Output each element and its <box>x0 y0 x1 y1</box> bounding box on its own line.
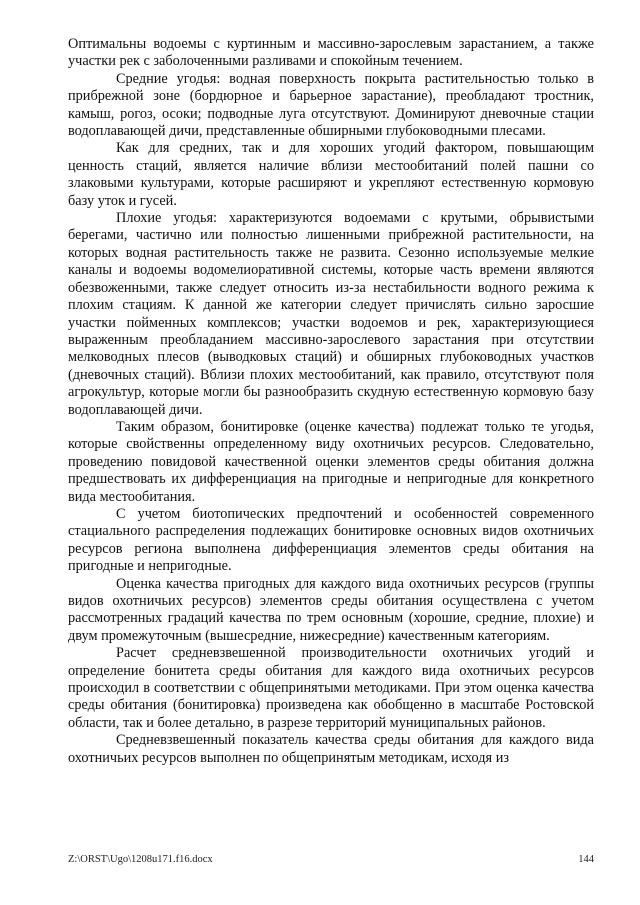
paragraph: Средние угодья: водная поверхность покрыта растительностью только в прибрежной зоне (бордюрное и барьерное зарастание), преобладают тростник, камыш, рогоз, осоки; подводные луга отсутствуют. Доминируют дневочные стации водоплавающей дичи, представленные обширными глубоководными плесами. <box>68 70 594 140</box>
paragraph: Таким образом, бонитировке (оценке качества) подлежат только те угодья, которые свойственны определенному виду охотничьих ресурсов. Следовательно, проведению повидовой качественной оценки элементов среды обитания должна предшествовать их дифференциация на пригодные и непригодные для конкретного вида местообитания. <box>68 418 594 505</box>
document-body <box>68 36 594 767</box>
page-number: 144 <box>578 854 594 865</box>
paragraph: Расчет средневзвешенной производительности охотничьих угодий и определение бонитета среды обитания для каждого вида охотничьих ресурсов происходил в соответствии с общепринятыми методиками. При этом оценка качества среды обитания (бонитировка) произведена как обобщенно в масштабе Ростовской области, так и более детально, в разрезе территорий муниципальных районов. <box>68 645 594 731</box>
paragraph: Как для средних, так и для хороших угодий фактором, повышающим ценность стаций, является наличие вблизи местообитаний полей пашни со злаковыми культурами, которые расширяют и укрепляют естественную кормовую базу уток и гусей. <box>68 140 594 209</box>
paragraph: С учетом биотопических предпочтений и особенностей современного стациального распределения подлежащих бонитировке основных видов охотничьих ресурсов региона выполнена дифференциация элементов среды обитания на пригодные и непригодные. <box>68 505 594 575</box>
paragraph: Оптимальны водоемы с куртинным и массивно-зарослевым зарастанием, а также участки рек с заболоченными разливами и спокойным течением. <box>68 36 594 70</box>
paragraph: Средневзвешенный показатель качества среды обитания для каждого вида охотничьих ресурсов выполнен по общепринятым методикам, исходя из <box>68 732 594 766</box>
footer-file-path: Z:\ORST\Ugo\1208u171.f16.docx <box>68 854 213 865</box>
paragraph: Оценка качества пригодных для каждого вида охотничьих ресурсов (группы видов охотничьих ресурсов) элементов среды обитания осуществлена с учетом рассмотренных градаций качества по трем основным (хорошие, средние, плохие) и двум промежуточным (вышесредние, нижесредние) качественным категориям. <box>68 575 594 644</box>
paragraph: Плохие угодья: характеризуются водоемами с крутыми, обрывистыми берегами, частично или полностью лишенными прибрежной растительности, на которых водная растительность также не развита. Сезонно используемые мелкие каналы и водоемы водомелиоративной системы, которые часть времени являются обезвоженными, также следует относить из-за нестабильности водного режима к плохим стациям. К данной же категории следует причислять сильно заросшие участки пойменных комплексов; участки водоемов и рек, характеризующиеся выраженным преобладанием массивно-зарослевого зарастания при отсутствии мелководных плесов (выводковых стаций) и обширных глубоководных участков (дневочных стаций). Вблизи плохих местообитаний, как правило, отсутствуют поля агрокультур, которые могли бы разнообразить скудную естественную кормовую базу водоплавающей дичи. <box>68 210 594 418</box>
